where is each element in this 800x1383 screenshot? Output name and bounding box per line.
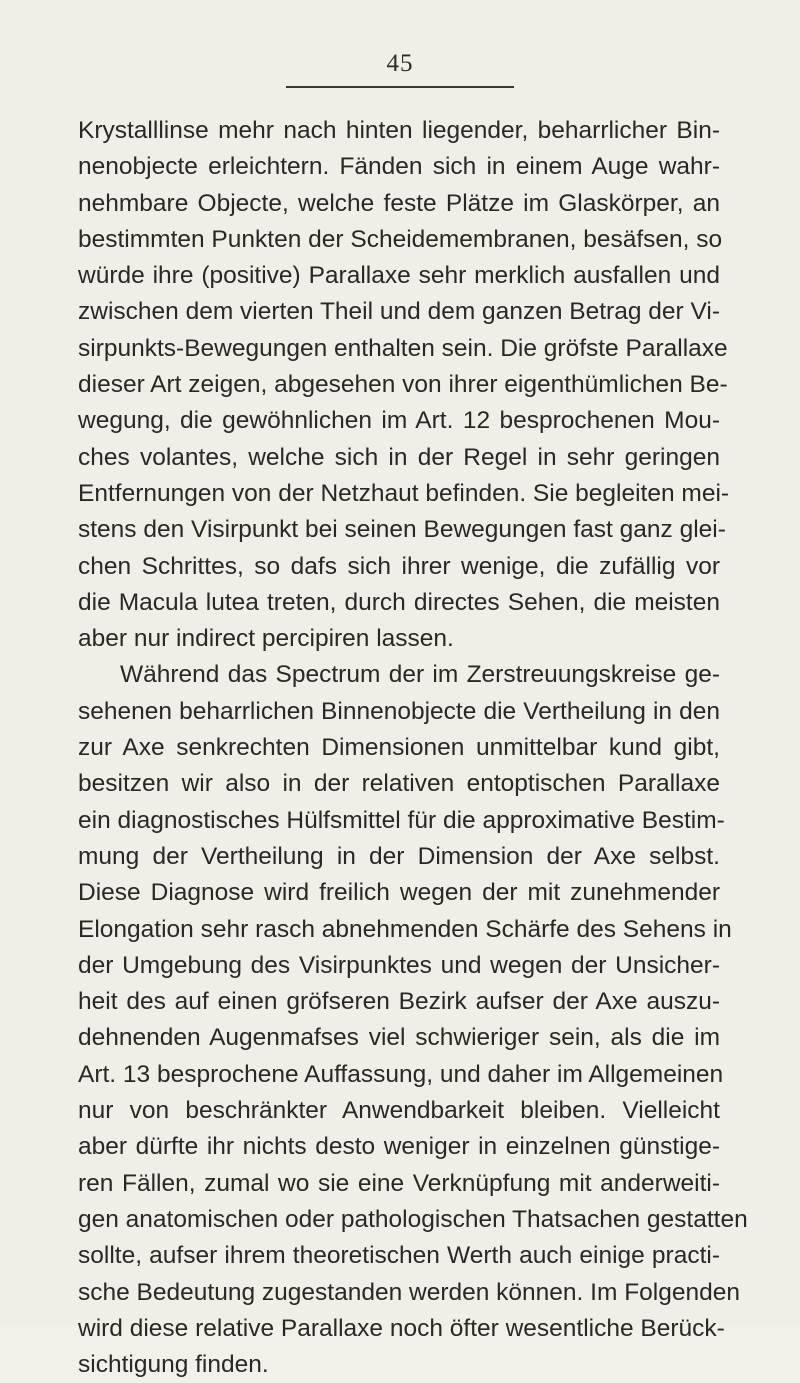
- text-line: aber dürfte ihr nichts desto weniger in einzelnen günstige-: [78, 1133, 720, 1161]
- page-number: 45: [386, 50, 414, 77]
- text-line: die Macula lutea treten, durch directes Sehen, die meisten: [78, 588, 720, 616]
- text-line: heit des auf einen gröfseren Bezirk aufser der Axe auszu-: [78, 988, 720, 1016]
- text-line: stens den Visirpunkt bei seinen Bewegungen fast ganz glei-: [78, 516, 726, 544]
- text-line: zwischen dem vierten Theil und dem ganzen Betrag der Vi-: [78, 298, 720, 326]
- text-line: zur Axe senkrechten Dimensionen unmittelbar kund gibt,: [78, 734, 720, 762]
- header-rule: [286, 86, 514, 88]
- text-line: ren Fällen, zumal wo sie eine Verknüpfung mit anderweiti-: [78, 1169, 720, 1197]
- text-line: Diese Diagnose wird freilich wegen der mit zunehmender: [78, 879, 720, 907]
- text-line: mung der Vertheilung in der Dimension der Axe selbst.: [78, 842, 720, 870]
- text-line: nur von beschränkter Anwendbarkeit bleiben. Vielleicht: [78, 1097, 720, 1125]
- text-line: ches volantes, welche sich in der Regel in sehr geringen: [78, 443, 720, 471]
- text-line: der Umgebung des Visirpunktes und wegen der Unsicher-: [78, 951, 720, 979]
- text-line: Krystalllinse mehr nach hinten liegender, beharrlicher Bin-: [78, 117, 720, 144]
- text-line: wird diese relative Parallaxe noch öfter wesentliche Berück-: [78, 1314, 725, 1342]
- text-line: nehmbare Objecte, welche feste Plätze im Glaskörper, an: [78, 189, 720, 217]
- text-line: Elongation sehr rasch abnehmenden Schärfe des Sehens in: [78, 915, 732, 943]
- text-line: Während das Spectrum der im Zerstreuungskreise ge-: [120, 661, 720, 689]
- text-line: besitzen wir also in der relativen entoptischen Parallaxe: [78, 770, 720, 798]
- text-line: sichtigung finden.: [78, 1351, 269, 1379]
- text-line: Art. 13 besprochene Auffassung, und daher im Allgemeinen: [78, 1060, 724, 1088]
- text-line: würde ihre (positive) Parallaxe sehr merklich ausfallen und: [78, 262, 720, 290]
- text-line: gen anatomischen oder pathologischen Thatsachen gestatten: [78, 1205, 748, 1233]
- text-line: ein diagnostisches Hülfsmittel für die approximative Bestim-: [78, 806, 725, 834]
- text-line: sche Bedeutung zugestanden werden können. Im Folgenden: [78, 1278, 740, 1306]
- text-line: Entfernungen von der Netzhaut befinden. Sie begleiten mei-: [78, 479, 730, 507]
- text-line: chen Schrittes, so dafs sich ihrer wenige, die zufällig vor: [78, 552, 720, 580]
- text-line: bestimmten Punkten der Scheidemembranen, besäfsen, so: [78, 225, 723, 253]
- text-line: sollte, aufser ihrem theoretischen Werth auch einige practi-: [78, 1242, 720, 1270]
- text-line: sehenen beharrlichen Binnenobjecte die Vertheilung in den: [78, 697, 720, 725]
- text-line: sirpunkts-Bewegungen enthalten sein. Die gröfste Parallaxe: [78, 334, 728, 362]
- text-line: aber nur indirect percipiren lassen.: [78, 625, 454, 653]
- text-line: nenobjecte erleichtern. Fänden sich in einem Auge wahr-: [78, 153, 720, 181]
- text-line: dehnenden Augenmafses viel schwieriger sein, als die im: [78, 1024, 720, 1052]
- text-line: wegung, die gewöhnlichen im Art. 12 besprochenen Mou-: [78, 407, 720, 435]
- body-text: [78, 113, 748, 1383]
- text-line: dieser Art zeigen, abgesehen von ihrer eigenthümlichen Be-: [78, 371, 728, 399]
